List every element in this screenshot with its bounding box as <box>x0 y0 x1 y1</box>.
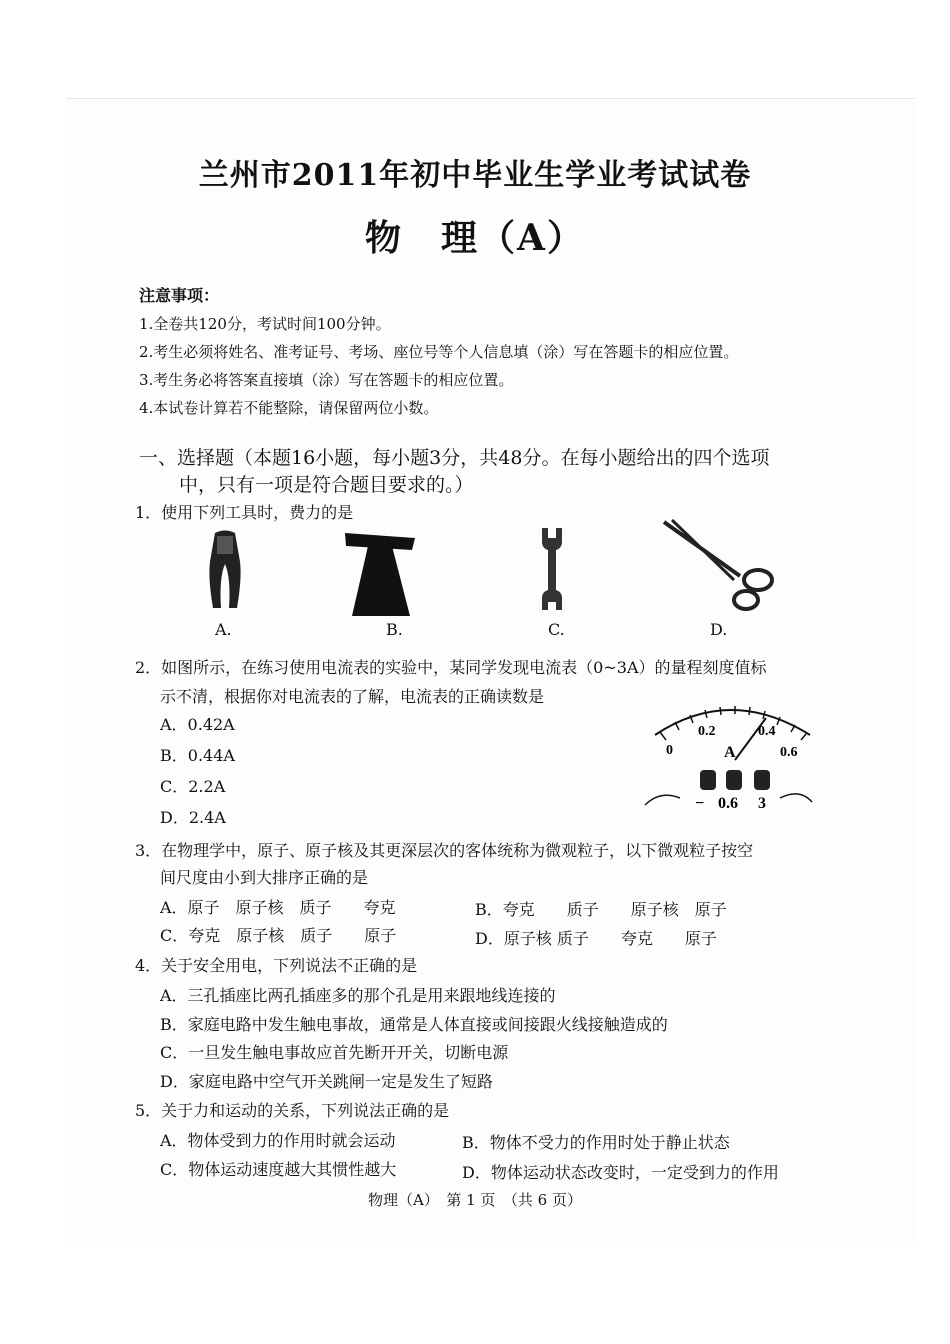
meter-scale-0-6: 0.6 <box>780 745 798 760</box>
q3-option-d: D．原子核 质子 夸克 原子 <box>475 929 717 948</box>
notice-item: 2.考生必须将姓名、准考证号、考场、座位号等个人信息填（涂）写在答题卡的相应位置。 <box>139 343 739 361</box>
q3-option-b: B．夸克 质子 原子核 原子 <box>475 900 727 919</box>
terminal-negative: − <box>695 795 705 812</box>
wrench-icon <box>537 524 567 614</box>
q5-option-a: A．物体受到力的作用时就会运动 <box>160 1131 396 1150</box>
q5-option-d: D．物体运动状态改变时，一定受到力的作用 <box>462 1163 779 1182</box>
section-heading-cont: 中，只有一项是符合题目要求的。） <box>179 474 474 496</box>
notice-heading: 注意事项： <box>139 286 220 305</box>
q2-stem-cont: 示不清，根据你对电流表的了解，电流表的正确读数是 <box>160 687 545 706</box>
terminal-0-6: 0.6 <box>718 795 738 812</box>
q1-stem: 1．使用下列工具时，费力的是 <box>135 503 354 522</box>
meter-unit: A <box>724 744 736 761</box>
subject-title: 物 理（A） <box>365 217 585 259</box>
lever-cutter-icon <box>340 528 420 618</box>
q5-option-c: C．物体运动速度越大其惯性越大 <box>160 1160 397 1179</box>
q2-option-a: A．0.42A <box>160 715 235 734</box>
q4-option-d: D．家庭电路中空气开关跳闸一定是发生了短路 <box>160 1072 493 1091</box>
q4-option-b: B．家庭电路中发生触电事故，通常是人体直接或间接跟火线接触造成的 <box>160 1015 668 1034</box>
tool-label-d: D. <box>710 620 728 639</box>
tool-label-c: C. <box>548 620 565 639</box>
q3-stem-cont: 间尺度由小到大排序正确的是 <box>160 868 369 887</box>
notice-item: 4.本试卷计算若不能整除，请保留两位小数。 <box>139 399 439 417</box>
q5-stem: 5．关于力和运动的关系，下列说法正确的是 <box>135 1101 450 1120</box>
q4-stem: 4．关于安全用电，下列说法不正确的是 <box>135 956 418 975</box>
tool-label-a: A. <box>215 620 232 639</box>
q2-option-c: C．2.2A <box>160 777 226 796</box>
ammeter-diagram <box>640 690 820 820</box>
page-footer: 物理（A） 第 1 页 （共 6 页） <box>368 1191 582 1209</box>
q2-stem: 2．如图所示，在练习使用电流表的实验中，某同学发现电流表（0~3A）的量程刻度值标 <box>135 658 767 677</box>
terminal-3: 3 <box>758 795 766 812</box>
exam-title: 兰州市2011年初中毕业生学业考试试卷 <box>198 158 752 193</box>
q4-option-c: C．一旦发生触电事故应首先断开开关，切断电源 <box>160 1043 509 1062</box>
q2-option-b: B．0.44A <box>160 746 235 765</box>
pliers-icon <box>195 528 255 613</box>
meter-scale-0-4: 0.4 <box>758 724 776 739</box>
meter-scale-0-2: 0.2 <box>698 724 716 739</box>
scissors-icon <box>660 518 780 613</box>
q3-option-a: A．原子 原子核 质子 夸克 <box>160 898 396 917</box>
q3-option-c: C．夸克 原子核 质子 原子 <box>160 926 397 945</box>
section-heading: 一、选择题（本题16小题，每小题3分，共48分。在每小题给出的四个选项 <box>139 447 770 469</box>
q5-option-b: B．物体不受力的作用时处于静止状态 <box>462 1133 730 1152</box>
notice-item: 1.全卷共120分，考试时间100分钟。 <box>139 315 391 333</box>
q3-stem: 3．在物理学中，原子、原子核及其更深层次的客体统称为微观粒子，以下微观粒子按空 <box>135 841 754 860</box>
notice-item: 3.考生务必将答案直接填（涂）写在答题卡的相应位置。 <box>139 371 514 389</box>
tool-label-b: B. <box>386 620 403 639</box>
q2-option-d: D．2.4A <box>160 808 226 827</box>
q4-option-a: A．三孔插座比两孔插座多的那个孔是用来跟地线连接的 <box>160 986 556 1005</box>
meter-scale-0: 0 <box>666 743 673 758</box>
